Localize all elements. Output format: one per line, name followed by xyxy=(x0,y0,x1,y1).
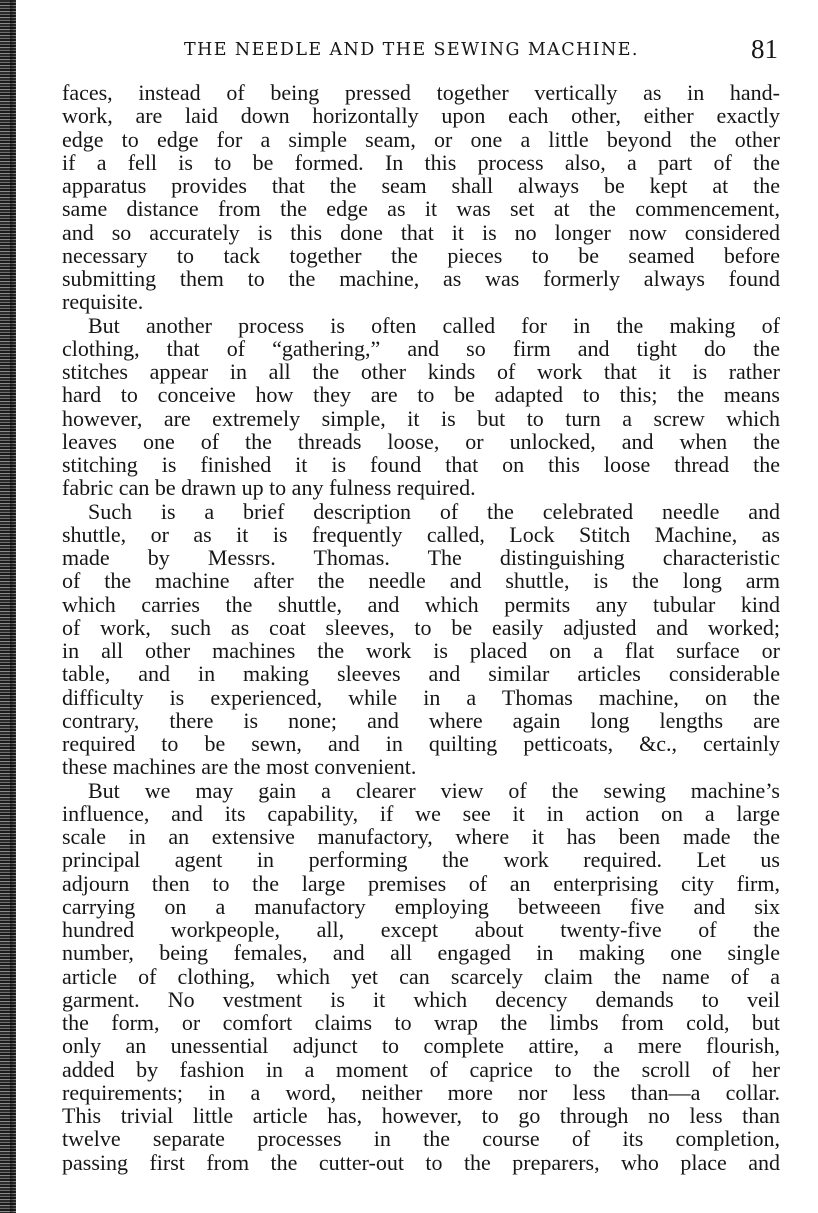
body-text xyxy=(58,81,780,1174)
text-line: stitching is finished it is found that on this loose thread the xyxy=(62,452,780,477)
text-line: twelve separate processes in the course of its completion, xyxy=(62,1126,780,1152)
text-line: carrying on a manufactory employing betweeen five and six xyxy=(62,893,780,919)
text-line: shuttle, or as it is frequently called, Lock Stitch Machine, as xyxy=(62,521,780,547)
text-line: however, are extremely simple, it is but to turn a screw which xyxy=(62,405,780,431)
text-line: the form, or comfort claims to wrap the limbs from cold, but xyxy=(62,1010,780,1035)
text-line: This trivial little article has, however, to go through no less than xyxy=(62,1103,780,1128)
text-line: contrary, there is none; and where again long lengths are xyxy=(62,707,780,733)
text-line: stitches appear in all the other kinds of work that it is rather xyxy=(62,359,780,384)
text-line: these machines are the most convenient. xyxy=(62,754,417,780)
text-line: principal agent in performing the work required. Let us xyxy=(62,847,780,873)
page-number: 81 xyxy=(751,34,778,64)
text-line: if a fell is to be formed. In this process also, a part of the xyxy=(62,149,780,175)
text-line: influence, and its capability, if we see it in action on a large xyxy=(62,800,780,826)
text-line: adjourn then to the large premises of an enterprising city firm, xyxy=(62,870,780,896)
text-line: submitting them to the machine, as was formerly always found xyxy=(62,266,780,291)
text-line: scale in an extensive manufactory, where it has been made the xyxy=(62,824,780,849)
text-line: only an unessential adjunct to complete attire, a mere flourish, xyxy=(62,1033,780,1059)
text-line: added by fashion in a moment of caprice to the scroll of her xyxy=(62,1056,780,1082)
text-line: leaves one of the threads loose, or unlocked, and when the xyxy=(62,428,780,454)
text-line: But we may gain a clearer view of the sewing machine’s xyxy=(88,777,780,803)
text-line: which carries the shuttle, and which permits any tubular kind xyxy=(62,591,780,617)
text-line: clothing, that of “gathering,” and so firm and tight do the xyxy=(62,335,780,361)
text-line: number, being females, and all engaged in making one single xyxy=(62,940,780,966)
text-line: passing first from the cutter-out to the preparers, who place and xyxy=(62,1149,780,1175)
text-line: requisite. xyxy=(62,289,144,315)
text-line: Such is a brief description of the celebrated needle and xyxy=(88,498,780,524)
text-line: article of clothing, which yet can scarcely claim the name of a xyxy=(62,963,780,989)
text-line: hundred workpeople, all, except about twenty-five of the xyxy=(62,917,780,942)
running-title: THE NEEDLE AND THE SEWING MACHINE. xyxy=(184,40,639,60)
text-line: necessary to tack together the pieces to be seamed before xyxy=(62,242,780,268)
text-line: work, are laid down horizontally upon each other, either exactly xyxy=(62,103,780,129)
text-line: But another process is often called for in the making of xyxy=(88,312,780,338)
text-line: fabric can be drawn up to any fulness required. xyxy=(62,475,476,501)
text-line: of the machine after the needle and shuttle, is the long arm xyxy=(62,568,780,594)
text-line: required to be sewn, and in quilting petticoats, &c., certainly xyxy=(62,731,780,756)
text-line: hard to conceive how they are to be adapted to this; the means xyxy=(62,382,780,408)
text-line: made by Messrs. Thomas. The distinguishing characteristic xyxy=(62,545,780,570)
book-binding-edge xyxy=(0,0,16,1213)
running-head xyxy=(58,34,778,64)
text-line: table, and in making sleeves and similar articles considerable xyxy=(62,661,780,687)
text-line: difficulty is experienced, while in a Thomas machine, on the xyxy=(62,684,780,710)
text-line: edge to edge for a simple seam, or one a little beyond the other xyxy=(62,126,780,152)
text-line: garment. No vestment is it which decency demands to veil xyxy=(62,986,780,1012)
text-line: same distance from the edge as it was set at the commencement, xyxy=(62,196,780,222)
text-line: and so accurately is this done that it is no longer now considered xyxy=(62,219,780,245)
text-line: faces, instead of being pressed together vertically as in hand- xyxy=(62,80,780,105)
text-line: of work, such as coat sleeves, to be easily adjusted and worked; xyxy=(62,614,780,640)
text-line: in all other machines the work is placed on a flat surface or xyxy=(62,638,780,663)
text-line: requirements; in a word, neither more nor less than—a collar. xyxy=(62,1079,780,1105)
text-line: apparatus provides that the seam shall always be kept at the xyxy=(62,173,780,198)
